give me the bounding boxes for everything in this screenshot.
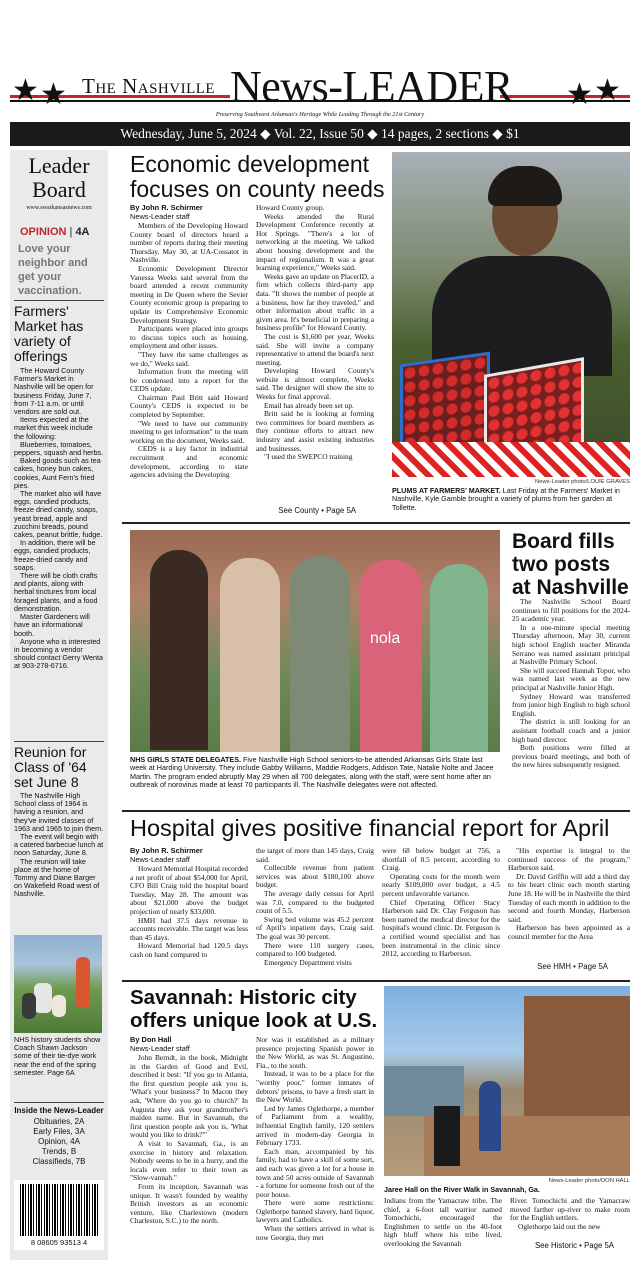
hospital-para: were 68 below budget at 756, a shortfall of 8.5 percent, according to Craig. bbox=[382, 846, 500, 873]
econ-col1 bbox=[130, 222, 248, 507]
plums-photo bbox=[392, 152, 630, 477]
hospital-col4 bbox=[508, 847, 630, 942]
building bbox=[524, 996, 630, 1116]
plum-basket bbox=[400, 352, 490, 457]
savannah-para: When the settlers arrived in what is now Georgia, they met bbox=[256, 1224, 374, 1242]
board-para: In a one-minute special meeting Thursday afternoon, May 30, current high school English teacher Miranda Serrano was named assistant principal at Nashville Primary School. bbox=[512, 622, 630, 667]
econ-headline: Economic development focuses on county needs bbox=[130, 151, 385, 202]
divider bbox=[122, 980, 630, 982]
byline-name: By John R. Schirmer bbox=[130, 203, 203, 212]
masthead bbox=[0, 0, 640, 120]
divider bbox=[14, 300, 104, 301]
econ-para: Information from the meeting will be condensed into a report for the CEDS update. bbox=[130, 367, 248, 394]
econ-para: Participants were placed into groups to discuss topics such as housing, employment and other issues. bbox=[130, 324, 248, 351]
farmers-para: There will be cloth crafts and plants, along with herbal tinctures from local foraged plants, and a food demonstration. bbox=[14, 571, 98, 613]
savannah-col4 bbox=[510, 1197, 630, 1231]
econ-jump[interactable]: See County • Page 5A bbox=[278, 506, 356, 515]
caption-bold: PLUMS AT FARMERS' MARKET. bbox=[392, 486, 501, 495]
reunion-para: The Nashville High School class of 1964 is having a reunion, and they've invited classes of 1963 and 1965 to join them. bbox=[14, 791, 104, 833]
barcode-number: 8 08605 93513 4 bbox=[30, 1238, 88, 1247]
person-figure bbox=[52, 995, 66, 1017]
person-figure bbox=[479, 1081, 501, 1151]
star-icon: ★ bbox=[40, 78, 67, 111]
econ-para: Economic Development Director Vanessa Weeks said several from the board attended a recent community meeting in De Queen where the Sevier County economic group is preparing to update its Comprehensive Economic Development Strategy. bbox=[130, 263, 248, 325]
savannah-photo bbox=[384, 986, 630, 1176]
hospital-para: Dr. David Griffin will add a third day to his heart clinic each month starting June 18. He will be in Nashville the third Tuesday of each month in addition to the second and fourth Monday, Harberson said. bbox=[508, 871, 630, 924]
farmers-body bbox=[14, 367, 104, 671]
opinion-text: Love your neighbor and get your vaccination. bbox=[18, 243, 88, 297]
hospital-para: "His expertise is integral to the continued success of the program," Harberson said. bbox=[508, 846, 630, 873]
masthead-the-nashville: The Nashville bbox=[82, 74, 216, 98]
hospital-para: HMH had 37.5 days revenue in accounts receivable. The target was less than 45 days. bbox=[130, 915, 248, 942]
farmers-para: Baked goods such as tea cakes, honey bun cakes, cookies, Aunt Fern's fried pies. bbox=[14, 456, 101, 490]
hospital-para: Howard Memorial Hospital recorded a net profit of about $54,000 for April, CFO Bill Craig told the hospital board Tuesday, May 28. The amount was about $21,000 above the budget projection of nearly $33,000. bbox=[130, 864, 248, 916]
savannah-col2 bbox=[256, 1036, 374, 1254]
farmers-para: In addition, there will be eggs, candied products, freeze-dried candy and soaps. bbox=[14, 538, 96, 572]
divider: | bbox=[69, 226, 76, 238]
person-hair bbox=[488, 166, 562, 206]
econ-para: Chairman Paul Britt said Howard County's CEDS is expected to be completed by September. bbox=[130, 392, 248, 420]
divider bbox=[122, 522, 630, 524]
farmers-para: The market also will have eggs, candied products, freeze dried candy, soaps, yeast bread, apple and zucchini breads, pound cakes, peanut brittle, fudge. bbox=[14, 489, 103, 540]
savannah-col1 bbox=[130, 1054, 248, 1254]
hospital-para: Chief Operating Officer Stacy Harberson said Dr. Clay Ferguson has been named the medical director for the hospital's wound clinic. Dr. Ferguson is a certified wound specialist and has been instrumental in the clinic since 2012, according to Harberson. bbox=[382, 897, 500, 959]
farmers-para: Blueberries, tomatoes, peppers, squash and herbs. bbox=[14, 439, 104, 458]
savannah-para: From its inception, Savannah was unique. It wasn't founded by wealthy British investors as an economic venture, like Charlestown (modern Charleston, S.C.) to the north. bbox=[130, 1181, 248, 1226]
econ-para: Members of the Developing Howard County board of directors heard a number of reports during their meeting Thursday, May 30, at UA-Cossatot in Nashville. bbox=[130, 222, 248, 265]
farmers-para: The Howard County Farmer's Market in Nashville will be open for business Friday, June 7, from 7-11 a.m. or until vendors are sold out. bbox=[14, 366, 94, 417]
savannah-para: Indians from the Yamacraw tribe. The chief, a 6-foot tall warrior named Tomochichi, encouraged the Englishmen to settle on the 40-foot high bluff where his tribe lived, overlooking the Savannah bbox=[384, 1196, 502, 1248]
hospital-para: The average daily census for April was 7.0, compared to the budgeted count of 5.5. bbox=[256, 888, 374, 916]
econ-para: "I used the SWEPCO training bbox=[264, 452, 353, 462]
reunion-headline: Reunion for Class of '64 set June 8 bbox=[14, 744, 87, 790]
econ-para: "They have the same challenges as we do," Weeks said. bbox=[130, 349, 248, 368]
caption-text: Five Nashville High School seniors-to-be attended Arkansas Girls State last week at Harding University. They include Gabby Williams, Maddie Rodgers, Addison Tate, Natalie Nolte and Jacee Martin. The program ended abruptly May 29 when all 700 delegates, along with the staff, were sent home after an outbreak of norovirus made at least 70 participants ill. The Nashville delegates were not affected. bbox=[130, 755, 494, 790]
inside-item[interactable]: Obituaries, 2A bbox=[33, 1117, 85, 1126]
sidebar-photo bbox=[14, 935, 102, 1033]
econ-para: Britt said he is looking at forming two committees for board members as they continue efforts to attract new industry and assist existing industries and businesses. bbox=[256, 409, 374, 453]
inside-item[interactable]: Trends, B bbox=[41, 1147, 77, 1156]
board-body bbox=[512, 598, 630, 770]
person-figure bbox=[34, 983, 52, 1013]
econ-para: Email has already been set up. bbox=[264, 400, 354, 410]
person-figure bbox=[430, 564, 488, 752]
star-icon: ★ bbox=[12, 74, 39, 107]
trash-can bbox=[434, 1106, 460, 1166]
person-figure bbox=[360, 560, 422, 752]
econ-byline bbox=[130, 204, 248, 221]
savannah-para: River. Tomochichi and the Yamacraw moved farther up-river to make room for the English settlers. bbox=[510, 1196, 630, 1223]
savannah-para: Instead, it was to be a place for the "worthy poor," former inmates of debtors' prisons, to have a fresh start in the New World. bbox=[256, 1069, 374, 1105]
hospital-jump[interactable]: See HMH • Page 5A bbox=[537, 962, 608, 971]
board-para: Both positions were filled at previous board meetings, and both of the new hires subsequently resigned. bbox=[512, 743, 630, 770]
savannah-byline bbox=[130, 1036, 248, 1053]
savannah-para: Led by James Oglethorpe, a member of Parliament from a wealthy, influential English family, 120 settlers arrived in modern-day Georgia in February 1733. bbox=[256, 1103, 374, 1148]
savannah-para: John Berndt, in the book, Midnight in the Garden of Good and Evil, described it best: "If you go to Atlanta, the first question people ask you is, 'What's your business?' In Macon they ask, 'Where do you go to church?' In Augusta they ask your grandmother's maiden name. But in Savannah, the first question people ask you is, 'What would you like to drink?'" bbox=[130, 1054, 248, 1140]
hospital-para: Operating costs for the month were nearly $109,000 over budget, a 4.5 percent unfavorable variance. bbox=[382, 871, 500, 898]
girls-state-photo bbox=[130, 530, 500, 752]
reunion-para: The reunion will take place at the home of Tommy and Diane Barger on Wakefield Road west of Nashville. bbox=[14, 856, 100, 899]
byline-name: By John R. Schirmer bbox=[130, 846, 203, 855]
hospital-col3 bbox=[382, 847, 500, 959]
masthead-title: News-LEADER bbox=[230, 62, 513, 111]
person-figure bbox=[22, 993, 36, 1019]
opinion-page: 4A bbox=[75, 226, 90, 238]
barcode-bars bbox=[20, 1184, 98, 1236]
hospital-byline bbox=[130, 847, 248, 864]
reunion-body bbox=[14, 792, 104, 899]
leader-board-title: Leader Board bbox=[28, 153, 90, 202]
econ-para: Weeks gave an update on PlacerID, a firm which collects third-party app data. "It shows the number of people at a business, how far they traveled," and other information about traffic in a given area. It's beneficial in preparing a business profile" for Howard County. bbox=[256, 271, 374, 333]
hospital-para: the target of more than 145 days, Craig said. bbox=[256, 846, 374, 864]
econ-para: CEDS is a key factor in industrial recruitment and economic development, according to state agencies advising the Developing bbox=[130, 444, 248, 480]
farmers-para: Master Gardeners will have an informational booth. bbox=[14, 612, 90, 638]
inside-item[interactable]: Early Files, 3A bbox=[33, 1127, 85, 1136]
board-para: The district is still looking for an assistant football coach and a junior high band director. bbox=[512, 717, 630, 744]
farmers-headline: Farmers' Market has variety of offerings bbox=[14, 303, 84, 364]
econ-para: The cost is $1,600 per year, Weeks said. She will invite a company representative to attend the board's next meeting. bbox=[256, 331, 374, 367]
inside-head: Inside the News-Leader bbox=[14, 1106, 104, 1115]
savannah-para: There were some restrictions: Oglethorpe banned slavery, hard liquor, lawyers and Catholics. bbox=[256, 1198, 374, 1225]
divider bbox=[122, 810, 630, 812]
opinion-word: OPINION bbox=[20, 226, 67, 238]
savannah-headline: Savannah: Historic city offers unique look at U.S. bbox=[130, 986, 378, 1032]
farmers-para: Anyone who is interested in becoming a vendor should contact Gerry Wenta at 903-278-6716. bbox=[14, 636, 103, 671]
person-figure bbox=[290, 556, 350, 752]
econ-col2 bbox=[256, 204, 374, 498]
byline-name: By Don Hall bbox=[130, 1035, 172, 1044]
dateline: Wednesday, June 5, 2024 ◆ Vol. 22, Issue 50 ◆ 14 pages, 2 sections ◆ $1 bbox=[120, 126, 520, 141]
inside-box bbox=[14, 1106, 104, 1167]
savannah-jump[interactable]: See Historic • Page 5A bbox=[534, 1241, 614, 1250]
hospital-col1 bbox=[130, 865, 248, 960]
star-icon: ★ bbox=[594, 74, 621, 107]
hospital-para: Harberson has been appointed as a council member for the Area bbox=[508, 923, 630, 941]
sidebar-photo-caption: NHS history students show Coach Shawn Jackson some of their tie-dye work near the end of the spring semester. Page 6A bbox=[14, 1035, 101, 1077]
hospital-para: There were 110 surgery cases, compared to 100 budgeted. bbox=[256, 940, 374, 959]
barcode bbox=[14, 1180, 104, 1250]
masthead-tagline: Preserving Southwest Arkansas's Heritage While Leading Through the 21st Century bbox=[215, 111, 425, 118]
farmers-para: Items expected at the market this week include the following: bbox=[14, 415, 93, 441]
hospital-para: Collectible revenue from patient services was about $180,100 above budget. bbox=[256, 863, 374, 890]
inside-item[interactable]: Classifieds, 7B bbox=[32, 1157, 86, 1166]
plums-credit: News-Leader photo/LOUIE GRAVES bbox=[535, 479, 630, 485]
opinion-label bbox=[20, 226, 90, 238]
board-para: Sydney Howard was transferred from junior high English to high school English. bbox=[512, 691, 630, 718]
econ-para: Howard County group. bbox=[256, 204, 325, 212]
person-figure bbox=[76, 957, 90, 1007]
site-url[interactable]: www.swarkansasnews.com bbox=[26, 205, 92, 211]
econ-para: "We need to have our community meeting to get information" to the team working on the document, Weeks said. bbox=[130, 418, 248, 445]
shirt-text: nola bbox=[370, 630, 401, 647]
star-icon: ★ bbox=[566, 78, 593, 111]
savannah-caption: Jaree Hall on the River Walk in Savannah, Ga. bbox=[384, 1185, 540, 1194]
byline-role: News-Leader staff bbox=[130, 1043, 190, 1053]
hospital-para: Howard Memorial had 120.5 days cash on hand compared to bbox=[130, 941, 248, 959]
board-para: The Nashville School Board continues to fill positions for the 2024-25 academic year. bbox=[512, 597, 630, 624]
savannah-para: Each man, accompanied by his family, had to have a skill of some sort, and each was given a lot for a house in town and 50 acres outside of Savannah - a fortune for someone fresh out of the poor house. bbox=[256, 1146, 374, 1199]
savannah-para: Oglethorpe laid out the new bbox=[518, 1221, 601, 1231]
person-figure bbox=[150, 550, 208, 750]
caption-bold: NHS GIRLS STATE DELEGATES. bbox=[130, 755, 242, 764]
savannah-para: A visit to Savannah, Ga., is an exercise in history and relaxation. Nobody seems to be in a hurry, and the locals even refer to their town as "Slow-vannah." bbox=[130, 1138, 248, 1183]
board-para: She will succeed Hannah Topor, who was named last week as the new principal at Nashville Junior High. bbox=[512, 665, 630, 692]
hospital-para: Emergency Department visits bbox=[264, 957, 352, 967]
divider bbox=[14, 741, 104, 742]
savannah-col3 bbox=[384, 1197, 502, 1249]
byline-role: News-Leader staff bbox=[130, 211, 190, 221]
caption-text: Last Friday at the Farmers' Market in Nashville, Kyle Gamble brought a variety of plums from her garden at Tollette. bbox=[392, 486, 620, 512]
divider bbox=[14, 1102, 104, 1103]
reunion-para: The event will begin with a catered barbecue lunch at noon Saturday, June 8. bbox=[14, 832, 104, 858]
hospital-para: Swing bed volume was 45.2 percent of April's inpatient days, Craig said. The goal was 30 percent. bbox=[256, 914, 374, 941]
board-headline: Board fills two posts at Nashville bbox=[512, 530, 629, 599]
plums-caption bbox=[392, 487, 630, 512]
byline-role: News-Leader staff bbox=[130, 854, 190, 864]
hospital-col2 bbox=[256, 847, 374, 967]
girls-state-caption bbox=[130, 756, 500, 790]
savannah-credit: News-Leader photo/DON HALL bbox=[548, 1178, 630, 1184]
savannah-para: Nor was it established as a military presence projecting Spanish power in the New World, as was St. Augustine, Fla., to the south. bbox=[256, 1036, 374, 1070]
tablecloth bbox=[392, 442, 630, 477]
econ-para: Weeks attended the Rural Development Conference recently at Hot Springs. "There's a lot of networking at the meeting. We talked about housing development and the impact of regionalism. It was a great learning experience," Weeks said. bbox=[256, 211, 374, 273]
hospital-headline: Hospital gives positive financial report for April bbox=[130, 815, 610, 841]
econ-para: Developing Howard County's website is almost complete, Weeks said. The designer will show the site to Weeks for final approval. bbox=[256, 366, 374, 402]
inside-item[interactable]: Opinion, 4A bbox=[38, 1137, 80, 1146]
person-figure bbox=[220, 558, 280, 752]
